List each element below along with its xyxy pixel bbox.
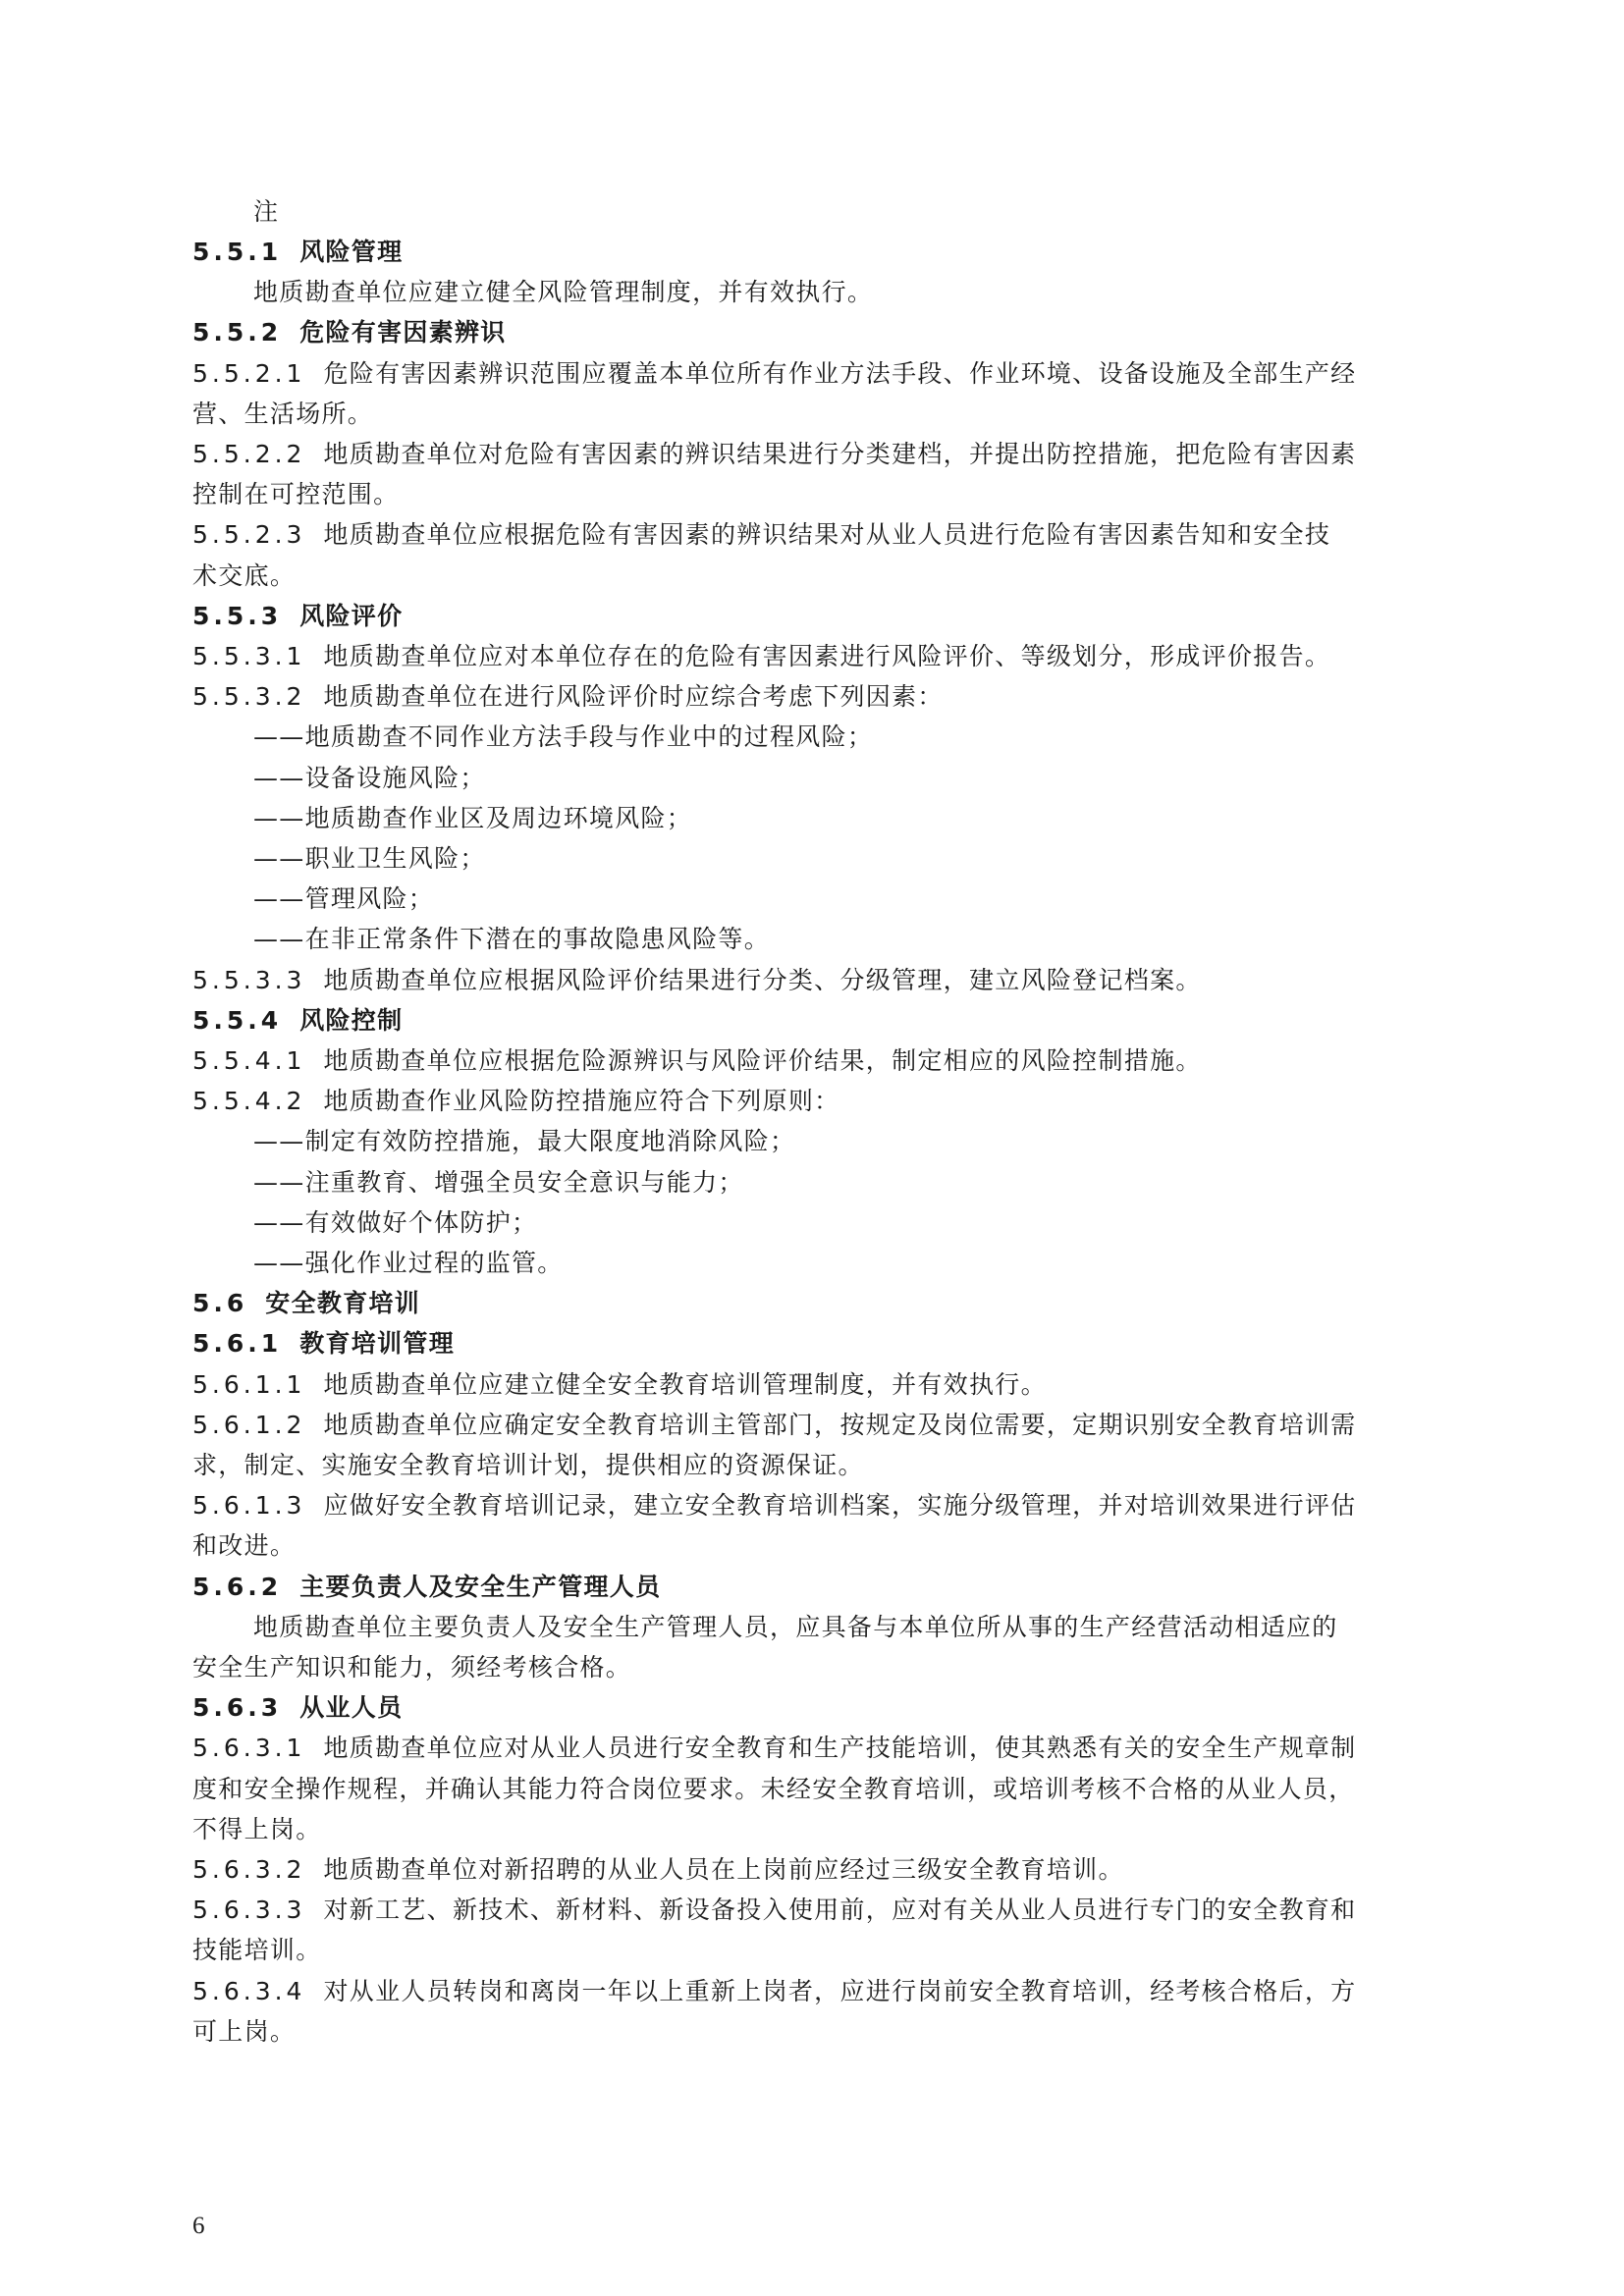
line-text: 地质勘查单位对危险有害因素的辨识结果进行分类建档，并提出防控措施，把危险有害因素	[323, 440, 1357, 468]
clause-line	[192, 961, 1469, 1000]
line-text: 从业人员	[299, 1693, 404, 1723]
line-text: 度和安全操作规程，并确认其能力符合岗位要求。未经安全教育培训，或培训考核不合格的从业人员，	[192, 1774, 1355, 1803]
text-line	[253, 1163, 1530, 1202]
line-text: 危险有害因素辨识	[299, 318, 507, 347]
line-text: 应做好安全教育培训记录，建立安全教育培训档案，实施分级管理，并对培训效果进行评估	[323, 1491, 1357, 1521]
clause-number: 5.6.1.1	[192, 1369, 306, 1399]
section-heading	[192, 313, 1469, 352]
line-text: 地质勘查单位应根据风险评价结果进行分类、分级管理，建立风险登记档案。	[323, 965, 1202, 994]
line-text: 控制在可控范围。	[192, 480, 400, 509]
line-text: 和改进。	[192, 1531, 297, 1561]
text-line	[253, 759, 1530, 798]
line-text: 地质勘查单位应对本单位存在的危险有害因素进行风险评价、等级划分，形成评价报告。	[323, 642, 1331, 670]
line-text: 地质勘查单位应对从业人员进行安全教育和生产技能培训，使其熟悉有关的安全生产规章制	[323, 1734, 1357, 1763]
clause-number: 5.5.2.1	[192, 358, 306, 388]
clause-line	[192, 435, 1469, 474]
text-line	[192, 395, 1469, 434]
clause-number: 5.5.3.1	[192, 642, 306, 670]
line-text: 不得上岗。	[192, 1814, 322, 1843]
clause-number: 5.5.2.3	[192, 520, 306, 550]
clause-number: 5.5.4.1	[192, 1046, 306, 1075]
line-text: 地质勘查单位对新招聘的从业人员在上岗前应经过三级安全教育培训。	[323, 1855, 1124, 1884]
clause-number: 5.6.3.3	[192, 1896, 306, 1925]
line-text: 可上岗。	[192, 2016, 297, 2046]
line-text: 对新工艺、新技术、新材料、新设备投入使用前，应对有关从业人员进行专门的安全教育和	[323, 1896, 1357, 1925]
clause-number: 5.6.1	[192, 1329, 283, 1359]
line-text: ——在非正常条件下潜在的事故隐患风险等。	[253, 925, 771, 954]
line-text: 风险控制	[299, 1005, 404, 1035]
clause-line	[192, 1850, 1469, 1890]
text-line	[192, 1648, 1469, 1687]
clause-number: 5.5.3.3	[192, 965, 306, 994]
clause-line	[192, 1041, 1469, 1081]
line-text: 地质勘查单位应根据危险有害因素的辨识结果对从业人员进行危险有害因素告知和安全技	[323, 520, 1331, 550]
clause-line	[192, 1406, 1469, 1445]
clause-number: 5.6.3.4	[192, 1976, 306, 2005]
text-line	[192, 475, 1469, 514]
text-line	[253, 880, 1530, 919]
text-line	[192, 1810, 1469, 1849]
text-line	[253, 1608, 1530, 1647]
clause-number: 5.6.1.2	[192, 1410, 306, 1439]
clause-number: 5.6.2	[192, 1572, 283, 1601]
section-heading	[192, 1324, 1469, 1363]
text-line	[253, 799, 1530, 838]
text-line	[192, 557, 1469, 596]
clause-number: 5.6	[192, 1289, 248, 1318]
line-text: 求，制定、实施安全教育培训计划，提供相应的资源保证。	[192, 1451, 864, 1479]
line-text: 地质勘查单位在进行风险评价时应综合考虑下列因素：	[323, 682, 944, 712]
text-line	[253, 1244, 1530, 1283]
section-heading	[192, 597, 1469, 636]
clause-line	[192, 1486, 1469, 1525]
line-text: 危险有害因素辨识范围应覆盖本单位所有作业方法手段、作业环境、设备设施及全部生产经	[323, 358, 1357, 388]
clause-line	[192, 1972, 1469, 2011]
text-line	[253, 920, 1530, 959]
section-heading	[192, 1001, 1469, 1041]
section-heading	[192, 1568, 1469, 1607]
line-text: 地质勘查单位应确定安全教育培训主管部门，按规定及岗位需要，定期识别安全教育培训需	[323, 1410, 1357, 1439]
clause-line	[192, 515, 1469, 555]
section-heading	[192, 1688, 1469, 1728]
line-text: 营、生活场所。	[192, 399, 374, 428]
clause-number: 5.6.3	[192, 1693, 283, 1723]
line-text: ——地质勘查作业区及周边环境风险；	[253, 803, 693, 832]
clause-line	[192, 677, 1469, 717]
clause-line	[192, 1729, 1469, 1768]
line-text: ——注重教育、增强全员安全意识与能力；	[253, 1167, 744, 1197]
section-heading	[192, 1284, 1469, 1323]
line-text: 风险管理	[299, 238, 404, 266]
line-text: 对从业人员转岗和离岗一年以上重新上岗者，应进行岗前安全教育培训，经考核合格后，方	[323, 1976, 1357, 2005]
note-label: 注	[253, 197, 280, 226]
clause-number: 5.6.1.3	[192, 1491, 306, 1521]
clause-number: 5.5.1	[192, 238, 283, 266]
line-text: ——职业卫生风险；	[253, 844, 486, 873]
line-text: 地质勘查单位应建立健全风险管理制度，并有效执行。	[253, 278, 874, 307]
line-text: ——地质勘查不同作业方法手段与作业中的过程风险；	[253, 722, 874, 752]
line-text: ——设备设施风险；	[253, 763, 486, 792]
line-text: 术交底。	[192, 561, 297, 590]
clause-number: 5.6.3.2	[192, 1855, 306, 1884]
line-text: 教育培训管理	[299, 1329, 455, 1359]
clause-line	[192, 1365, 1469, 1405]
text-line	[192, 1526, 1469, 1566]
line-text: 技能培训。	[192, 1936, 322, 1965]
text-line	[253, 1203, 1530, 1243]
text-line	[192, 2012, 1469, 2052]
clause-line	[192, 1891, 1469, 1930]
text-line	[253, 718, 1530, 757]
text-line	[192, 1446, 1469, 1485]
line-text: 地质勘查单位应根据危险源辨识与风险评价结果，制定相应的风险控制措施。	[323, 1046, 1202, 1075]
clause-line	[192, 354, 1469, 394]
line-text: 地质勘查作业风险防控措施应符合下列原则：	[323, 1087, 840, 1116]
section-heading	[192, 233, 1469, 272]
line-text: ——强化作业过程的监管。	[253, 1249, 564, 1277]
text-line	[192, 1770, 1469, 1809]
clause-number: 5.5.3.2	[192, 682, 306, 712]
line-text: 安全教育培训	[265, 1289, 421, 1318]
page-number: 6	[192, 2213, 205, 2239]
clause-line	[192, 637, 1469, 676]
text-line	[253, 273, 1530, 312]
clause-number: 5.5.2.2	[192, 440, 306, 468]
line-text: 地质勘查单位应建立健全安全教育培训管理制度，并有效执行。	[323, 1369, 1047, 1399]
text-line	[253, 1122, 1530, 1161]
clause-number: 5.5.3	[192, 601, 283, 630]
line-text: ——管理风险；	[253, 884, 435, 914]
line-text: 主要负责人及安全生产管理人员	[299, 1572, 662, 1601]
line-text: 风险评价	[299, 601, 404, 630]
line-text: ——有效做好个体防护；	[253, 1207, 538, 1237]
line-text: 安全生产知识和能力，须经考核合格。	[192, 1653, 632, 1682]
clause-number: 5.5.4	[192, 1005, 283, 1035]
clause-number: 5.5.2	[192, 318, 283, 347]
text-line	[192, 1931, 1469, 1970]
clause-line	[192, 1082, 1469, 1121]
line-text: 地质勘查单位主要负责人及安全生产管理人员，应具备与本单位所从事的生产经营活动相适应的	[253, 1612, 1338, 1641]
text-line	[253, 839, 1530, 879]
clause-number: 5.6.3.1	[192, 1734, 306, 1763]
line-text: ——制定有效防控措施，最大限度地消除风险；	[253, 1127, 796, 1156]
clause-number: 5.5.4.2	[192, 1087, 306, 1116]
